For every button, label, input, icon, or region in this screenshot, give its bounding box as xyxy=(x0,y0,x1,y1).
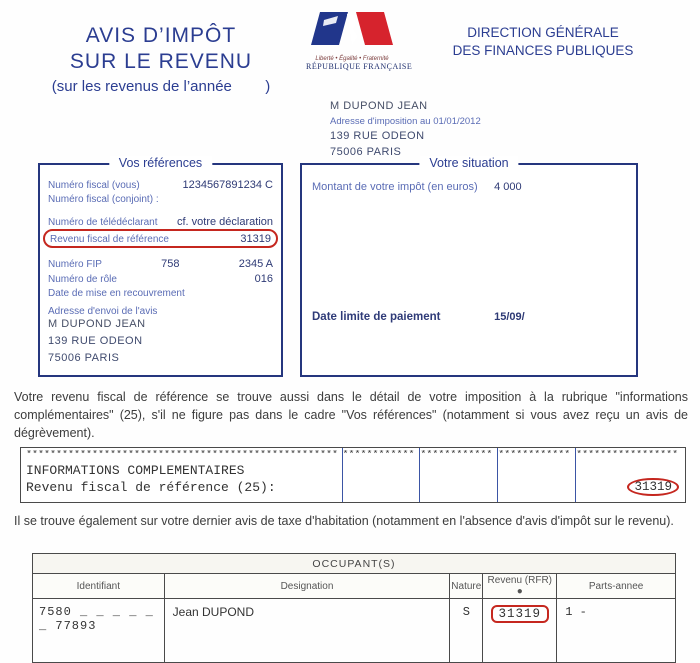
taxpayer-city: 75006 PARIS xyxy=(330,145,402,158)
taxpayer-address-block xyxy=(330,99,481,161)
situation-box-title: Votre situation xyxy=(419,156,518,170)
row-montant-impot xyxy=(312,181,626,193)
cell-revenu xyxy=(483,599,557,663)
value-numero-fip-prefix: 758 xyxy=(161,258,180,270)
row-numero-fip xyxy=(48,258,273,270)
references-box xyxy=(38,156,283,377)
address-label: Adresse d'imposition au 01/01/2012 xyxy=(330,115,481,127)
stars-row: ************ xyxy=(342,450,415,461)
info-col-main xyxy=(21,448,342,502)
agency-name xyxy=(418,24,668,60)
marianne-icon xyxy=(308,12,396,50)
title-line-2: SUR LE REVENU xyxy=(69,50,253,73)
label-numero-role: Numéro de rôle xyxy=(48,274,117,285)
info-rfr-value-circled: 31319 xyxy=(627,478,679,496)
row-numero-role xyxy=(48,273,273,285)
logo-republic: RÉPUBLIQUE FRANÇAISE xyxy=(306,62,413,71)
situation-box xyxy=(300,156,638,377)
taxpayer-name: M DUPOND JEAN xyxy=(330,100,428,112)
label-numero-fiscal-conjoint: Numéro fiscal (conjoint) : xyxy=(48,194,159,205)
header-parts-annee: Parts-annee xyxy=(557,574,676,599)
row-numero-fiscal-vous xyxy=(48,179,273,191)
label-date-limite: Date limite de paiement xyxy=(312,311,441,323)
value-teledeclarant: cf. votre déclaration xyxy=(177,216,273,228)
value-montant-impot: 4 000 xyxy=(494,181,522,193)
send-city: 75006 PARIS xyxy=(48,352,120,364)
info-col-empty-1 xyxy=(342,448,420,502)
title-line-1: AVIS D’IMPÔT xyxy=(85,24,237,47)
informations-complementaires-box xyxy=(20,447,686,503)
paragraph-rfr-location: Votre revenu fiscal de référence se trouve aussi dans le détail de votre imposition à la rubrique "informations complémentaires" (25), s'il ne figure pas dans le cadre "Vos références" (notamment si vous avez reçu un avis de dégrèvement). xyxy=(14,390,688,441)
label-numero-fip: Numéro FIP xyxy=(48,259,102,270)
info-title: INFORMATIONS COMPLEMENTAIRES xyxy=(26,463,245,478)
occupants-table-title: OCCUPANT(S) xyxy=(33,554,676,574)
row-mise-en-recouvrement xyxy=(48,288,273,299)
label-montant-impot: Montant de votre impôt (en euros) xyxy=(312,181,478,193)
row-date-limite xyxy=(312,311,626,323)
republique-francaise-logo xyxy=(306,12,413,71)
header-nature: Nature xyxy=(450,574,483,599)
document-title xyxy=(30,24,292,95)
title-line-3: (sur les revenus de l’année ) xyxy=(51,78,271,95)
label-revenu-fiscal-reference: Revenu fiscal de référence xyxy=(50,234,169,245)
agency-line-2: DES FINANCES PUBLIQUES xyxy=(452,43,634,59)
label-mise-en-recouvrement: Date de mise en recouvrement xyxy=(48,288,185,299)
row-revenu-fiscal-reference xyxy=(48,231,273,247)
header-designation: Designation xyxy=(164,574,450,599)
occupants-header-row xyxy=(33,574,676,599)
cell-parts-annee: 1 - xyxy=(557,599,676,663)
header-identifiant: Identifiant xyxy=(33,574,165,599)
value-numero-fip-suffix: 2345 A xyxy=(238,258,273,270)
occupants-data-row xyxy=(33,599,676,663)
logo-motto: Liberté • Égalité • Fraternité xyxy=(315,56,389,62)
label-teledeclarant: Numéro de télédéclarant xyxy=(48,217,158,228)
paragraph-taxe-habitation: Il se trouve également sur votre dernier avis de taxe d'habitation (notamment en l'absence d'avis d'impôt sur le revenu). xyxy=(14,514,674,528)
value-numero-role: 016 xyxy=(254,273,273,285)
revenu-value-boxed: 31319 xyxy=(491,605,550,623)
label-numero-fiscal-vous: Numéro fiscal (vous) xyxy=(48,180,140,191)
cell-designation: Jean DUPOND xyxy=(164,599,450,663)
cell-nature: S xyxy=(450,599,483,663)
info-col-value xyxy=(575,448,685,502)
agency-line-1: DIRECTION GÉNÉRALE xyxy=(467,25,619,40)
row-numero-fiscal-conjoint xyxy=(48,194,273,205)
references-box-title: Vos références xyxy=(109,156,212,170)
value-date-limite: 15/09/ xyxy=(494,311,525,323)
value-revenu-fiscal-reference: 31319 xyxy=(240,233,271,245)
row-teledeclarant xyxy=(48,216,273,228)
info-rfr-label: Revenu fiscal de référence (25): xyxy=(26,480,276,495)
header-revenu-rfr: Revenu (RFR) ● xyxy=(483,574,557,599)
stars-row: ************ xyxy=(498,450,571,461)
stars-row: ***************** xyxy=(576,450,679,461)
value-numero-fiscal-vous: 1234567891234 C xyxy=(182,179,273,191)
info-col-empty-2 xyxy=(419,448,497,502)
info-col-empty-3 xyxy=(497,448,575,502)
stars-row: ************ xyxy=(420,450,493,461)
stars-row: **************************************************** xyxy=(26,450,339,461)
label-adresse-envoi: Adresse d'envoi de l'avis xyxy=(48,306,158,317)
send-name: M DUPOND JEAN xyxy=(48,318,146,330)
occupants-table xyxy=(32,553,676,663)
taxpayer-street: 139 RUE ODEON xyxy=(330,129,425,142)
cell-identifiant: 7580 _ _ _ _ _ _ 77893 xyxy=(33,599,165,663)
send-street: 139 RUE ODEON xyxy=(48,335,143,347)
